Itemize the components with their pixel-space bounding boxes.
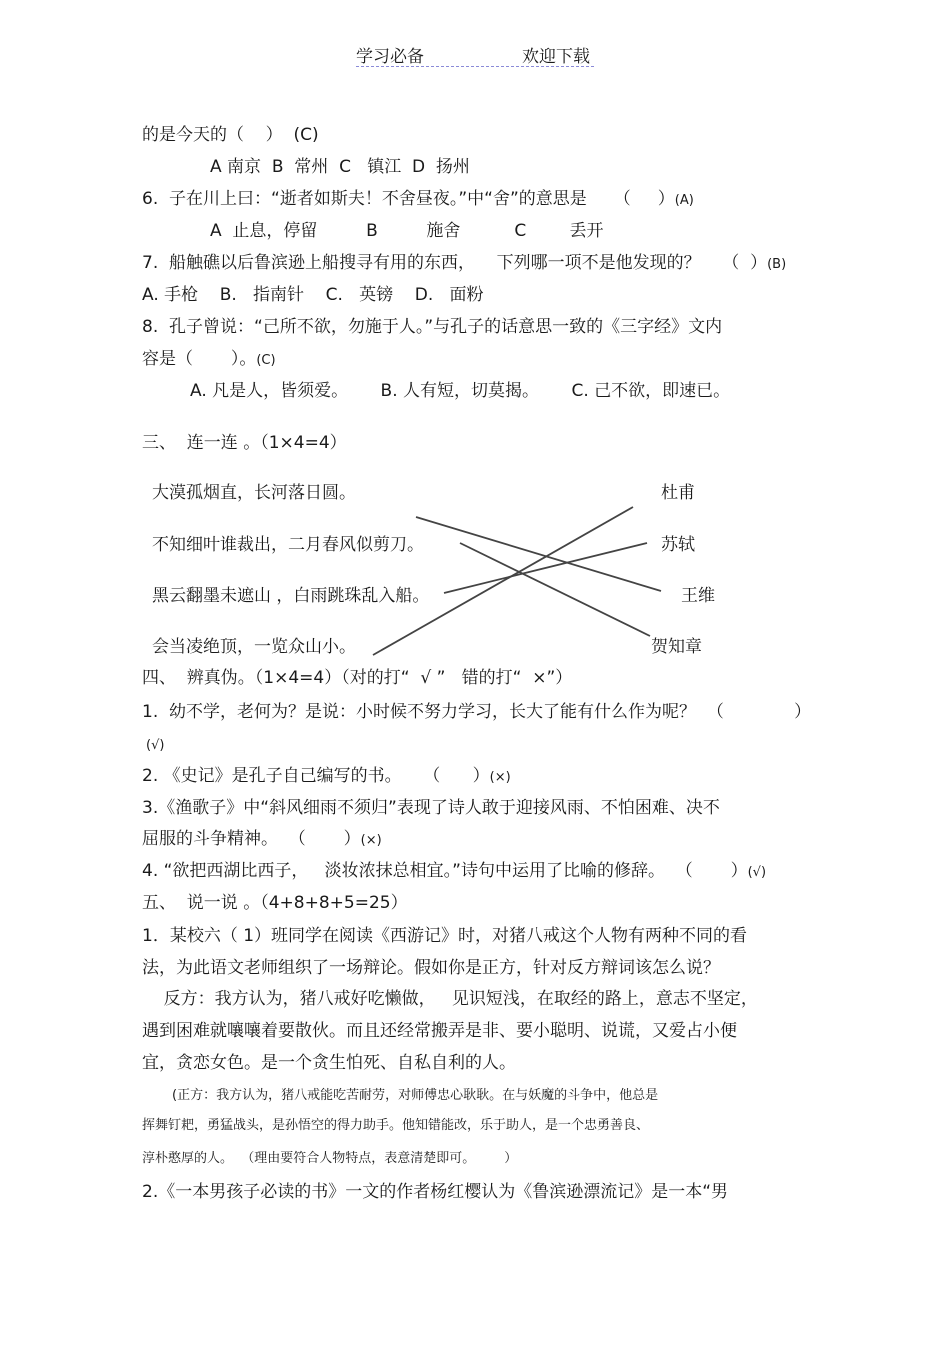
s5-q1-line2: 法，为此语文老师组织了一场辩论。假如你是正方，针对反方辩词该怎么说？ bbox=[142, 958, 720, 978]
s5-q1-line1: 1．某校六（ 1）班同学在阅读《西游记》时，对猪八戒这个人物有两种不同的看 bbox=[142, 926, 748, 946]
match-left-1: 大漠孤烟直，长河落日圆。 bbox=[152, 483, 356, 503]
match-line-1 bbox=[416, 517, 661, 591]
s4-q2-answer: (×) bbox=[489, 770, 511, 785]
q7-options: A. 手枪 B. 指南针 C. 英镑 D. 面粉 bbox=[142, 285, 484, 305]
s5-q2-line1: 2.《一本男孩子必读的书》一文的作者杨红樱认为《鲁滨逊漂流记》是一本“男 bbox=[142, 1182, 729, 1202]
section4-title: 四、 辨真伪。（1×4=4）（对的打“ √ ” 错的打“ ×”） bbox=[142, 668, 573, 688]
q5-stem: 的是今天的（ ） (C) bbox=[142, 125, 319, 145]
match-right-4: 贺知章 bbox=[651, 637, 702, 657]
match-right-1: 杜甫 bbox=[661, 483, 695, 503]
match-left-3: 黑云翻墨未遮山 ，白雨跳珠乱入船。 bbox=[152, 586, 430, 606]
q6-options: A 止息，停留 B 施舍 C 丢开 bbox=[210, 221, 604, 241]
header-right-text: 欢迎下载 bbox=[522, 47, 590, 67]
s4-q4: 4. “欲把西湖比西子， 淡妆浓抹总相宜。”诗句中运用了比喻的修辞。 （ ）(√) bbox=[142, 861, 767, 881]
q5-options: A 南京 B 常州 C 镇江 D 扬州 bbox=[210, 157, 470, 177]
q7-answer: (B) bbox=[767, 257, 787, 272]
q8-stem-line2: 容是（ ）。(C) bbox=[142, 349, 276, 369]
s5-con-line1: 反方：我方认为，猪八戒好吃懒做， 见识短浅，在取经的路上，意志不坚定， bbox=[142, 989, 758, 1009]
q5-answer: (C) bbox=[293, 125, 319, 145]
s5-con-line3: 宜，贪恋女色。是一个贪生怕死、自私自利的人。 bbox=[142, 1053, 516, 1073]
s4-q1-answer: (√) bbox=[146, 738, 165, 753]
s4-q3-answer: (×) bbox=[360, 833, 382, 848]
match-right-3: 王维 bbox=[681, 586, 715, 606]
s5-pro-line3: 淳朴憨厚的人。 （理由要符合人物特点，表意清楚即可。 ） bbox=[142, 1151, 518, 1166]
header-left-text: 学习必备 bbox=[356, 47, 424, 67]
q6-answer: (A) bbox=[674, 193, 694, 208]
q8-options: A. 凡是人，皆须爱。 B. 人有短，切莫揭。 C. 己不欲，即速已。 bbox=[190, 381, 731, 401]
section5-title: 五、 说一说 。（4+8+8+5=25） bbox=[142, 893, 408, 913]
q8-answer: (C) bbox=[256, 353, 276, 368]
match-left-2: 不知细叶谁裁出，二月春风似剪刀。 bbox=[152, 535, 424, 555]
s4-q3-line1: 3.《渔歌子》中“斜风细雨不须归”表现了诗人敢于迎接风雨、不怕困难、决不 bbox=[142, 798, 720, 818]
section3-title: 三、 连一连 。（1×4=4） bbox=[142, 433, 347, 453]
s4-q1-line1: 1. 幼不学，老何为？是说：小时候不努力学习，长大了能有什么作为呢？ （ ） bbox=[142, 702, 812, 722]
s4-q2: 2. 《史记》是孔子自己编写的书。 （ ）(×) bbox=[142, 766, 511, 786]
s4-q3-line2: 屈服的斗争精神。 （ ）(×) bbox=[142, 829, 382, 849]
match-right-2: 苏轼 bbox=[661, 535, 695, 555]
q7-stem: 7. 船触礁以后鲁滨逊上船搜寻有用的东西， 下列哪一项不是他发现的？ （ ）(B) bbox=[142, 253, 787, 273]
match-left-4: 会当凌绝顶，一览众山小。 bbox=[152, 637, 356, 657]
s5-con-line2: 遇到困难就嚷嚷着要散伙。而且还经常搬弄是非、要小聪明、说谎，又爱占小便 bbox=[142, 1021, 737, 1041]
match-line-4 bbox=[373, 507, 633, 655]
s5-pro-line2: 挥舞钉耙，勇猛战头，是孙悟空的得力助手。他知错能改，乐于助人，是一个忠勇善良、 bbox=[142, 1118, 650, 1133]
q6-stem: 6. 子在川上曰：“逝者如斯夫！不舍昼夜。”中“舍”的意思是 （ ）(A) bbox=[142, 189, 694, 209]
q8-stem-line1: 8. 孔子曾说：“己所不欲，勿施于人。”与孔子的话意思一致的《三字经》文内 bbox=[142, 317, 723, 337]
s4-q4-answer: (√) bbox=[747, 865, 767, 880]
s5-pro-line1: (正方：我方认为，猪八戒能吃苦耐劳，对师傅忠心耿耿。在与妖魔的斗争中，他总是 bbox=[172, 1088, 659, 1103]
